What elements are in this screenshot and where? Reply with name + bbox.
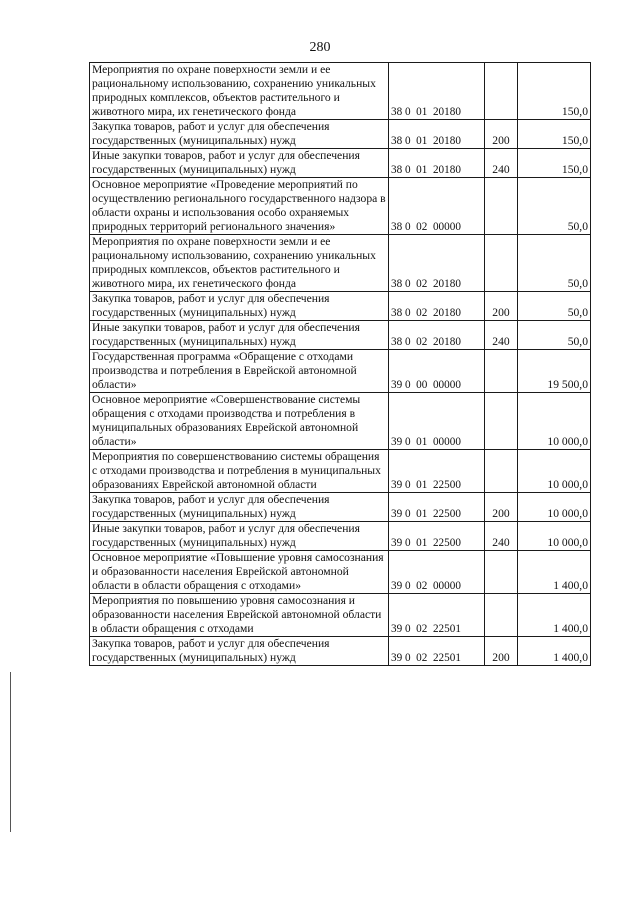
row-code-cell: 39 0 01 22500 (389, 522, 485, 551)
table-row (90, 149, 591, 178)
row-name-cell: Иные закупки товаров, работ и услуг для обеспечения государственных (муниципальных) нужд (90, 149, 389, 178)
row-name-cell: Закупка товаров, работ и услуг для обеспечения государственных (муниципальных) нужд (90, 493, 389, 522)
row-code-cell: 38 0 02 00000 (389, 178, 485, 235)
row-name-cell: Иные закупки товаров, работ и услуг для обеспечения государственных (муниципальных) нужд (90, 522, 389, 551)
row-expense-type-cell (485, 350, 518, 393)
row-code-cell: 38 0 02 20180 (389, 235, 485, 292)
row-amount-cell: 50,0 (518, 292, 591, 321)
row-amount-cell: 50,0 (518, 235, 591, 292)
row-amount-cell: 10 000,0 (518, 393, 591, 450)
row-expense-type-cell (485, 235, 518, 292)
row-expense-type-cell: 200 (485, 637, 518, 666)
row-amount-cell: 50,0 (518, 321, 591, 350)
row-code-cell: 39 0 00 00000 (389, 350, 485, 393)
budget-table (89, 62, 591, 666)
row-amount-cell: 1 400,0 (518, 637, 591, 666)
row-code-cell: 39 0 01 00000 (389, 393, 485, 450)
row-amount-cell: 10 000,0 (518, 493, 591, 522)
row-expense-type-cell (485, 393, 518, 450)
row-amount-cell: 1 400,0 (518, 551, 591, 594)
table-row (90, 235, 591, 292)
table-row (90, 321, 591, 350)
table-row (90, 178, 591, 235)
table-row (90, 292, 591, 321)
row-name-cell: Основное мероприятие «Совершенствование системы обращения с отходами производства и потребления в муниципальных образованиях Еврейской автономной области» (90, 393, 389, 450)
row-expense-type-cell: 200 (485, 120, 518, 149)
row-amount-cell: 1 400,0 (518, 594, 591, 637)
row-expense-type-cell (485, 594, 518, 637)
table-row (90, 637, 591, 666)
row-amount-cell: 10 000,0 (518, 450, 591, 493)
row-code-cell: 39 0 02 22501 (389, 637, 485, 666)
row-expense-type-cell (485, 551, 518, 594)
table-row (90, 120, 591, 149)
row-code-cell: 38 0 02 20180 (389, 292, 485, 321)
row-name-cell: Иные закупки товаров, работ и услуг для обеспечения государственных (муниципальных) нужд (90, 321, 389, 350)
table-row (90, 522, 591, 551)
table-row (90, 63, 591, 120)
row-code-cell: 38 0 01 20180 (389, 149, 485, 178)
row-name-cell: Закупка товаров, работ и услуг для обеспечения государственных (муниципальных) нужд (90, 637, 389, 666)
table-row (90, 551, 591, 594)
row-code-cell: 39 0 01 22500 (389, 450, 485, 493)
row-code-cell: 38 0 02 20180 (389, 321, 485, 350)
scan-edge-mark (10, 672, 11, 832)
page-number: 280 (309, 40, 331, 55)
table-row (90, 450, 591, 493)
table-row (90, 393, 591, 450)
table-row (90, 493, 591, 522)
row-name-cell: Мероприятия по повышению уровня самосознания и образованности населения Еврейской автономной области в области обращения с отходами (90, 594, 389, 637)
row-expense-type-cell (485, 63, 518, 120)
row-name-cell: Мероприятия по совершенствованию системы обращения с отходами производства и потребления в муниципальных образованиях Еврейской автономной области (90, 450, 389, 493)
row-name-cell: Мероприятия по охране поверхности земли и ее рациональному использованию, сохранению уникальных природных комплексов, объектов растительного и животного мира, их генетического фонда (90, 235, 389, 292)
row-amount-cell: 10 000,0 (518, 522, 591, 551)
row-name-cell: Закупка товаров, работ и услуг для обеспечения государственных (муниципальных) нужд (90, 120, 389, 149)
row-code-cell: 38 0 01 20180 (389, 120, 485, 149)
row-name-cell: Основное мероприятие «Проведение мероприятий по осуществлению регионального государственного надзора в области охраны и использования особо охраняемых природных территорий регионального значения» (90, 178, 389, 235)
row-expense-type-cell: 240 (485, 321, 518, 350)
row-code-cell: 39 0 02 22501 (389, 594, 485, 637)
row-amount-cell: 150,0 (518, 149, 591, 178)
row-amount-cell: 19 500,0 (518, 350, 591, 393)
row-name-cell: Мероприятия по охране поверхности земли и ее рациональному использованию, сохранению уникальных природных комплексов, объектов растительного и животного мира, их генетического фонда (90, 63, 389, 120)
row-code-cell: 38 0 01 20180 (389, 63, 485, 120)
row-expense-type-cell (485, 178, 518, 235)
table-row (90, 350, 591, 393)
row-code-cell: 39 0 02 00000 (389, 551, 485, 594)
row-amount-cell: 150,0 (518, 63, 591, 120)
row-expense-type-cell: 200 (485, 292, 518, 321)
row-expense-type-cell: 200 (485, 493, 518, 522)
row-name-cell: Закупка товаров, работ и услуг для обеспечения государственных (муниципальных) нужд (90, 292, 389, 321)
row-name-cell: Государственная программа «Обращение с отходами производства и потребления в Еврейской автономной области» (90, 350, 389, 393)
row-expense-type-cell: 240 (485, 149, 518, 178)
row-name-cell: Основное мероприятие «Повышение уровня самосознания и образованности населения Еврейской автономной области в области обращения с отходами» (90, 551, 389, 594)
table-row (90, 594, 591, 637)
row-amount-cell: 150,0 (518, 120, 591, 149)
row-expense-type-cell: 240 (485, 522, 518, 551)
row-expense-type-cell (485, 450, 518, 493)
row-code-cell: 39 0 01 22500 (389, 493, 485, 522)
row-amount-cell: 50,0 (518, 178, 591, 235)
